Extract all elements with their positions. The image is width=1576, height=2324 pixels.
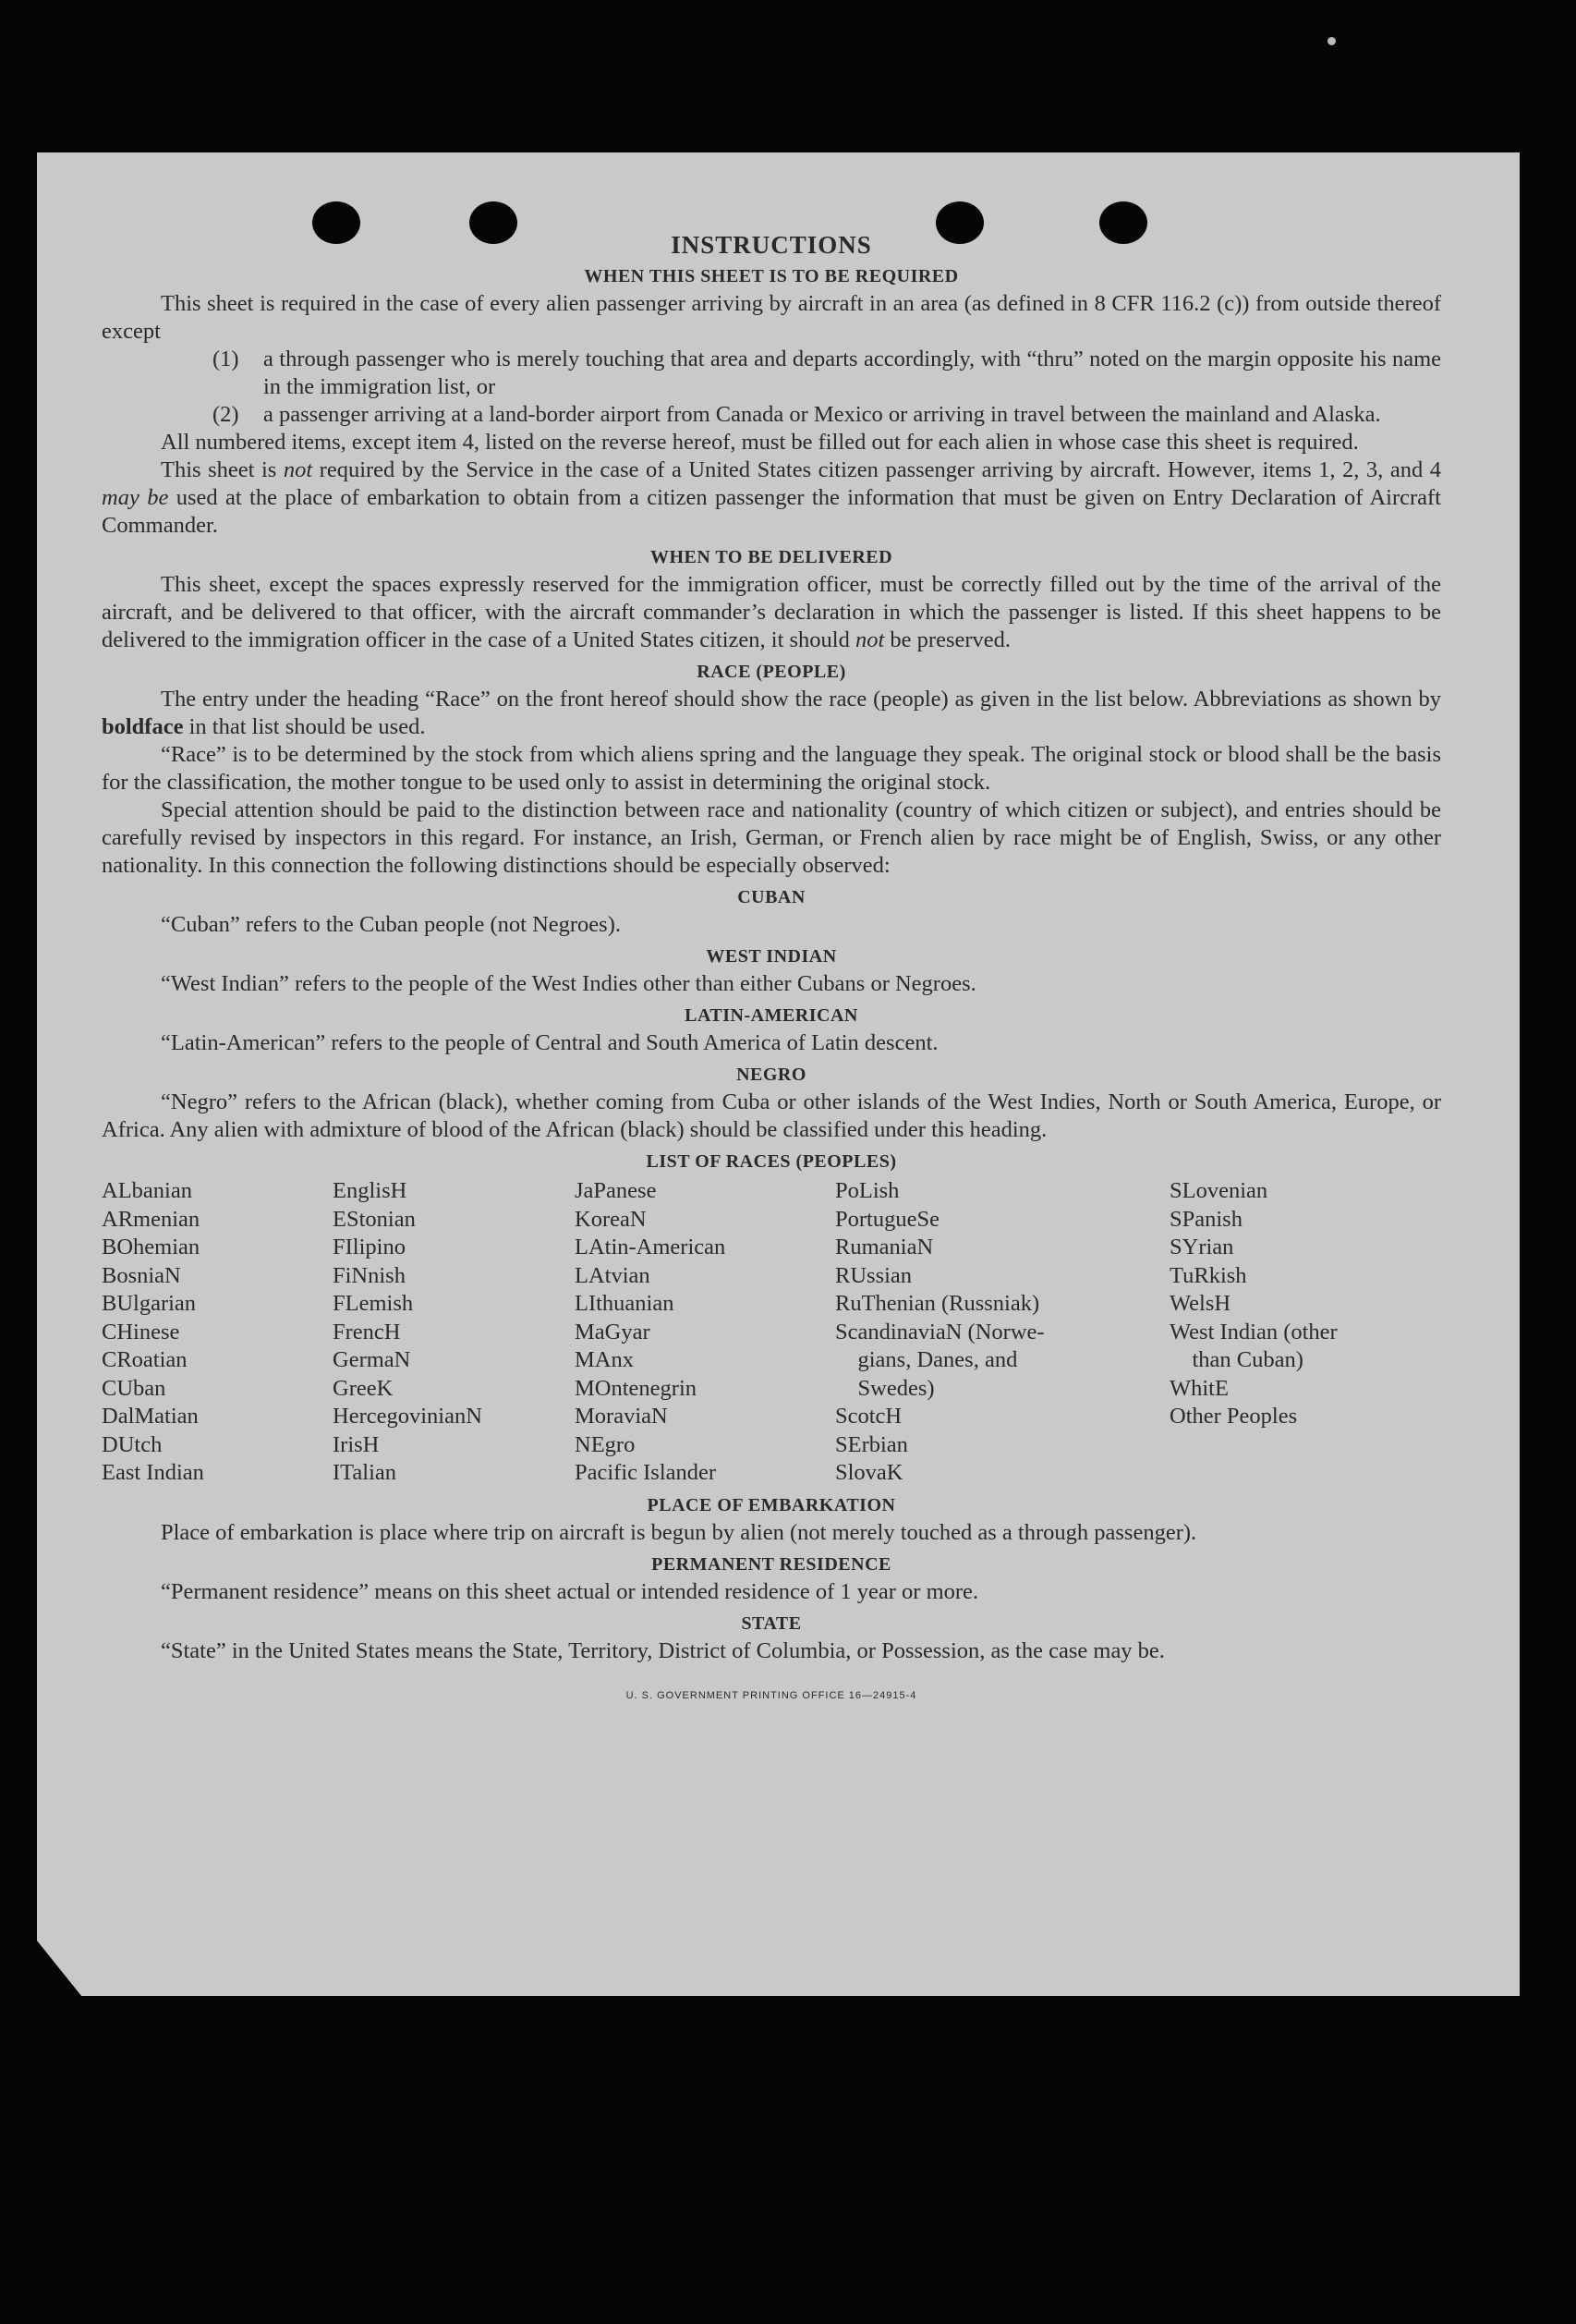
race-entry: IrisH [333, 1431, 380, 1457]
race-entry: EnglisH [333, 1178, 407, 1203]
heading-list-of-races: LIST OF RACES (PEOPLES) [646, 1151, 897, 1172]
emphasis: not [283, 457, 313, 482]
text-run: in that list should be used. [183, 714, 426, 739]
race-entry: ALbanian [102, 1178, 192, 1203]
emphasis: not [855, 627, 885, 652]
race-entry: ScandinaviaN (Norwe- [835, 1319, 1045, 1345]
paragraph: “Latin-American” refers to the people of Central and South America of Latin descent. [161, 1030, 939, 1055]
race-entry: CHinese [102, 1319, 180, 1345]
race-entry: SlovaK [835, 1460, 903, 1485]
race-entry: FLemish [333, 1291, 414, 1316]
race-entry: LIthuanian [575, 1291, 674, 1316]
race-entry: FIlipino [333, 1235, 406, 1259]
races-column [1170, 1177, 1437, 1488]
race-entry: PoLish [835, 1178, 900, 1203]
race-entry: LAtin-American [575, 1235, 726, 1259]
race-entry: PortugueSe [835, 1206, 940, 1232]
paragraph: This sheet is required in the case of every alien passenger arriving by aircraft in an area (as defined in 8 CFR 116.2 (c)) from outside thereof except [102, 291, 1441, 344]
item-text: a passenger arriving at a land-border airport from Canada or Mexico or arriving in travel between the mainland and Alaska. [263, 402, 1381, 427]
race-entry: ARmenian [102, 1206, 200, 1232]
race-entry: CUban [102, 1375, 166, 1401]
heading-negro: NEGRO [736, 1065, 806, 1085]
race-entry: gians, Danes, and [835, 1347, 1018, 1372]
paragraph: “Race” is to be determined by the stock from which aliens spring and the language they speak. The original stock or blood shall be the basis for the classification, the mother tongue to be used only to assist in determining the original stock. [102, 742, 1441, 795]
race-entry: JaPanese [575, 1178, 657, 1203]
paragraph [102, 456, 1441, 540]
heading-west-indian: WEST INDIAN [706, 946, 837, 967]
race-entry: ITalian [333, 1460, 397, 1485]
emphasis: may be [102, 485, 169, 510]
heading-permanent-residence: PERMANENT RESIDENCE [651, 1553, 891, 1575]
race-entry: DalMatian [102, 1404, 199, 1429]
printer-imprint: U. S. GOVERNMENT PRINTING OFFICE 16—24915-4 [625, 1689, 917, 1701]
race-entry: BUlgarian [102, 1291, 197, 1316]
races-column [835, 1177, 1170, 1488]
race-entry: NEgro [575, 1431, 636, 1457]
race-entry: MAnx [575, 1347, 634, 1372]
paragraph: “Permanent residence” means on this sheet actual or intended residence of 1 year or more. [161, 1578, 979, 1604]
heading-race: RACE (PEOPLE) [697, 662, 846, 682]
race-entry: SErbian [835, 1431, 908, 1457]
race-entry: West Indian (other [1170, 1319, 1338, 1345]
text-run: The entry under the heading “Race” on the front hereof should show the race (people) as given in the list below. Abbreviations as shown by [161, 687, 1441, 712]
race-entry: SYrian [1170, 1235, 1234, 1259]
text-run: be preserved. [884, 627, 1012, 652]
race-entry: MOntenegrin [575, 1375, 697, 1401]
item-number: (2) [212, 402, 239, 427]
item-number: (1) [212, 347, 239, 371]
paragraph: All numbered items, except item 4, listed on the reverse hereof, must be filled out for each alien in whose case this sheet is required. [161, 430, 1359, 455]
race-entry: RuThenian (Russniak) [835, 1291, 1040, 1316]
heading-when-delivered: WHEN TO BE DELIVERED [649, 547, 893, 567]
paragraph: “Negro” refers to the African (black), whether coming from Cuba or other islands of the West Indies, North or South America, Europe, or Africa. Any alien with admixture of blood of the African (black) should be classified under this heading. [102, 1089, 1441, 1142]
race-entry: Other Peoples [1170, 1404, 1298, 1429]
race-entry: Swedes) [835, 1375, 935, 1401]
races-column [333, 1177, 575, 1488]
race-entry: ScotcH [835, 1404, 903, 1429]
race-entry: TuRkish [1170, 1262, 1247, 1288]
paragraph: “State” in the United States means the State, Territory, District of Columbia, or Possession, as the case may be. [161, 1637, 1165, 1663]
race-entry: RUssian [835, 1262, 913, 1288]
heading-latin-american: LATIN-AMERICAN [685, 1005, 858, 1026]
race-entry: FrencH [333, 1319, 401, 1345]
race-entry: GreeK [333, 1375, 394, 1401]
races-column [102, 1177, 333, 1488]
paragraph [102, 686, 1441, 741]
race-entry: BOhemian [102, 1235, 200, 1259]
item-text: a through passenger who is merely touching that area and departs accordingly, with “thru” noted on the margin opposite his name in the immigration list, or [263, 347, 1441, 399]
race-entry: FiNnish [333, 1262, 406, 1288]
race-entry: East Indian [102, 1460, 204, 1485]
heading-state: STATE [741, 1612, 802, 1634]
text-run: used at the place of embarkation to obtain from a citizen passenger the information that must be given on Entry Declaration of Aircraft Commander. [102, 485, 1441, 538]
list-item [212, 346, 1441, 401]
paragraph: “West Indian” refers to the people of the West Indies other than either Cubans or Negroes. [161, 971, 976, 996]
race-entry: LAtvian [575, 1262, 650, 1288]
paragraph [102, 571, 1441, 654]
race-entry: CRoatian [102, 1347, 188, 1372]
heading-embarkation: PLACE OF EMBARKATION [647, 1494, 896, 1515]
race-entry: WelsH [1170, 1291, 1231, 1316]
race-entry: than Cuban) [1170, 1347, 1303, 1372]
race-entry: SLovenian [1170, 1178, 1268, 1203]
text-run: required by the Service in the case of a United States citizen passenger arriving by aircraft. However, items 1, 2, 3, and 4 [312, 457, 1441, 482]
bold-text: boldface [102, 714, 184, 739]
race-entry: WhitE [1170, 1375, 1229, 1401]
page-title: INSTRUCTIONS [671, 231, 872, 259]
race-entry: SPanish [1170, 1206, 1243, 1232]
heading-cuban: CUBAN [737, 887, 806, 907]
list-item [212, 401, 1441, 429]
dust-speck [1327, 37, 1336, 45]
exceptions-list [212, 346, 1441, 429]
paragraph: Special attention should be paid to the distinction between race and nationality (country of which citizen or subject), and entries should be carefully revised by inspectors in this regard. For instance, an Irish, German, or French alien by race might be of English, Swiss, or any other nationality. In this connection the following distinctions should be especially observed: [102, 797, 1441, 878]
race-entry: Pacific Islander [575, 1460, 717, 1485]
instructions-text [102, 224, 1441, 1710]
heading-when-required: WHEN THIS SHEET IS TO BE REQUIRED [584, 266, 959, 286]
race-entry: KoreaN [575, 1206, 647, 1232]
race-entry: RumaniaN [835, 1235, 934, 1259]
race-entry: EStonian [333, 1206, 416, 1232]
text-run: This sheet, except the spaces expressly reserved for the immigration officer, must be correctly filled out by the time of the arrival of the aircraft, and be delivered to that officer, with the aircraft commander’s declaration in which the passenger is listed. If this sheet happens to be delivered to the immigration officer in the case of a United States citizen, it should [102, 572, 1441, 652]
race-entry: DUtch [102, 1431, 163, 1457]
race-entry: HercegovinianN [333, 1404, 482, 1429]
races-column [575, 1177, 835, 1488]
paragraph: Place of embarkation is place where trip on aircraft is begun by alien (not merely touched as a through passenger). [161, 1519, 1197, 1545]
race-entry: MoraviaN [575, 1404, 668, 1429]
race-entry: MaGyar [575, 1319, 650, 1345]
paragraph: “Cuban” refers to the Cuban people (not Negroes). [161, 912, 621, 937]
text-run: This sheet is [161, 457, 284, 482]
races-table [102, 1177, 1441, 1488]
race-entry: BosniaN [102, 1262, 181, 1288]
race-entry: GermaN [333, 1347, 411, 1372]
